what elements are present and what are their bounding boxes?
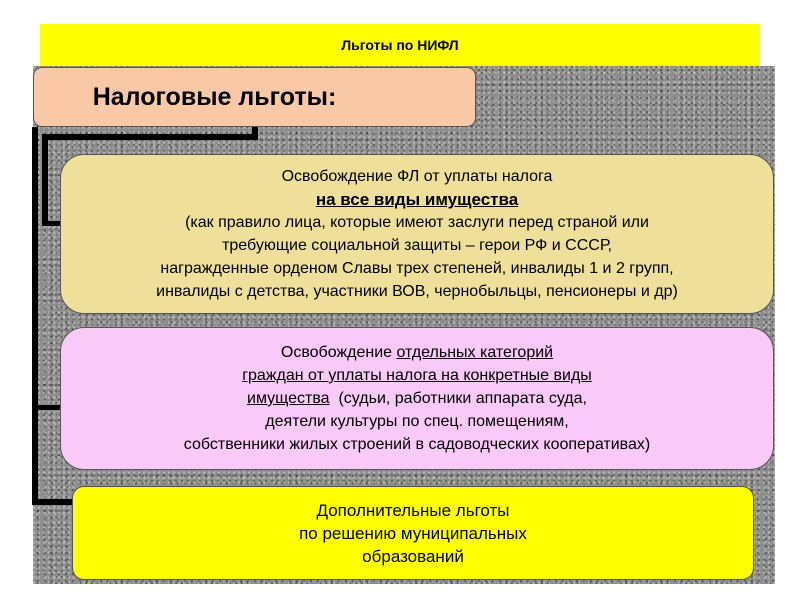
slide-title-text: Льготы по НИФЛ <box>341 37 459 53</box>
box2-line5: собственники жилых строений в садоводческих кооперативах) <box>183 436 651 453</box>
connector-box1-vertical <box>42 134 48 224</box>
connector-box1-elbow-right <box>252 127 258 140</box>
box2-line1-prefix: Освобождение <box>280 344 397 361</box>
header-label: Налоговые льготы: <box>92 82 337 111</box>
box2-line4: деятели культуры по спец. помещениям, <box>265 413 569 430</box>
connector-box2-stub <box>32 405 62 410</box>
connector-box1-stub <box>42 221 62 226</box>
header-tax-benefits <box>33 67 476 127</box>
benefit-box-category-exemption <box>60 327 774 470</box>
box3-line2: по решению муниципальных <box>299 523 527 543</box>
box1-line6: инвалиды с детства, участники ВОВ, чернобыльцы, пенсионеры и др) <box>156 283 678 300</box>
box1-line3: (как правило лица, которые имеют заслуги перед страной или <box>185 214 649 231</box>
box1-line1: Освобождение ФЛ от уплаты налога <box>281 168 553 185</box>
box3-line3: образований <box>362 546 464 566</box>
box1-line5: награжденные орденом Славы трех степеней, инвалиды 1 и 2 групп, <box>160 260 674 277</box>
benefit-box-municipal <box>72 486 754 580</box>
box1-line4: требующие социальной защиты – герои РФ и СССР, <box>222 237 612 254</box>
box2-line2: граждан от уплаты налога на конкретные виды <box>242 367 592 384</box>
box2-line3-suffix: (судьи, работники аппарата суда, <box>329 390 587 407</box>
box1-line2: на все виды имущества <box>315 190 519 209</box>
benefit-box-full-exemption <box>60 154 774 314</box>
slide-title <box>40 24 760 66</box>
box2-line3-underlined: имущества <box>247 390 330 407</box>
connector-trunk-line <box>32 127 38 505</box>
box2-line1-underlined: отдельных категорий <box>396 344 554 361</box>
connector-box3-stub <box>32 499 74 505</box>
connector-box1-elbow-top <box>42 134 258 140</box>
box3-line1: Дополнительные льготы <box>316 500 510 520</box>
